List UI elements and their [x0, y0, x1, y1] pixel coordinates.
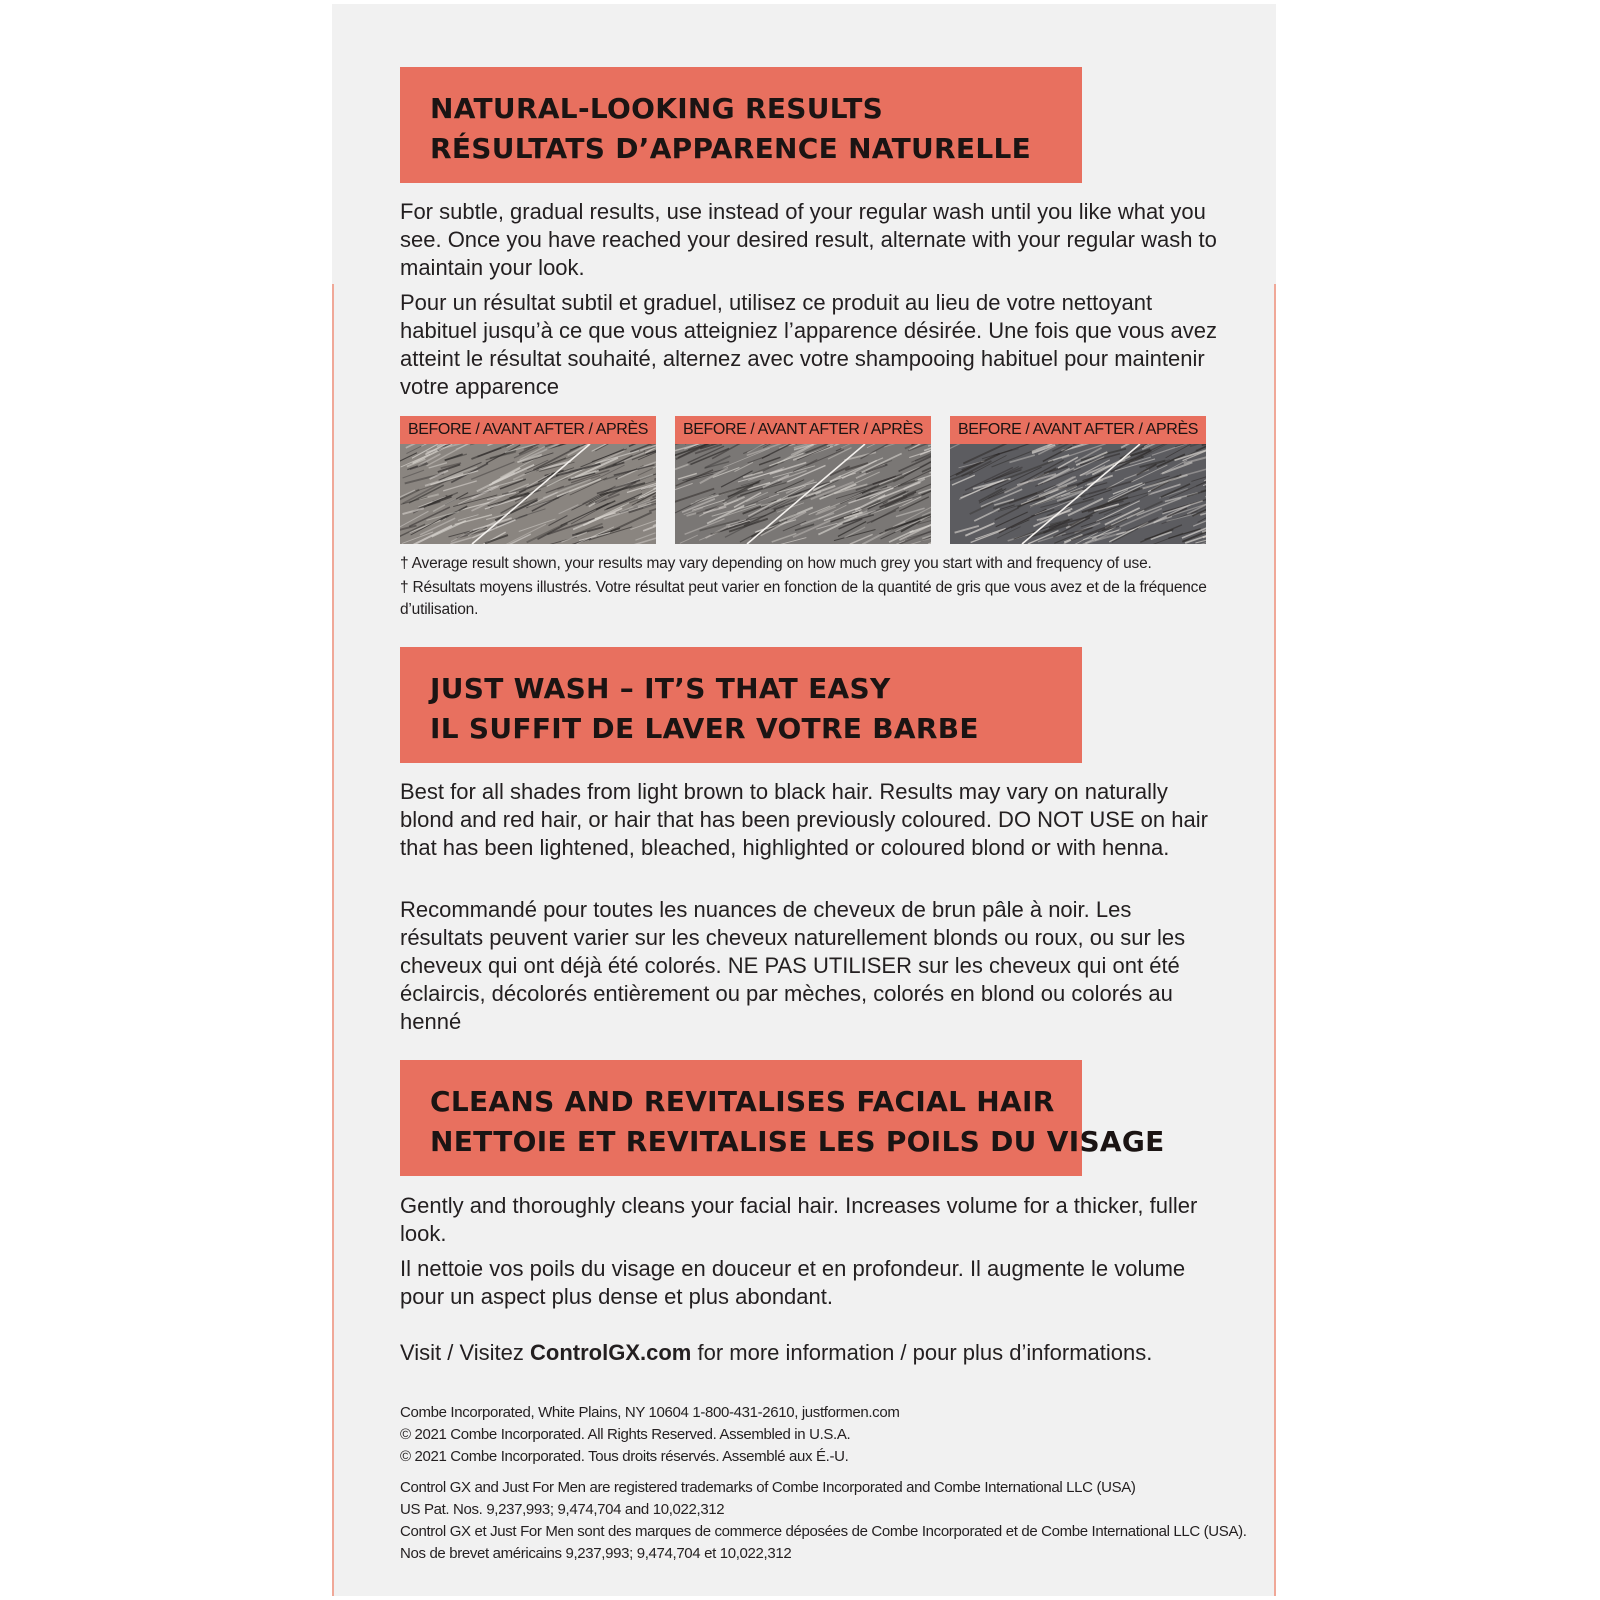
- disclaimer-fr: † Résultats moyens illustrés. Votre résultat peut varier en fonction de la quantité de gris que vous avez et de la fréquence d’utilisation.: [400, 579, 1207, 618]
- paragraph-shades-en: Best for all shades from light brown to black hair. Results may vary on naturally blond and red hair, or hair that has been previously coloured. DO NOT USE on hair that has been lightened, bleached, highlighted or coloured blond or with henna.: [400, 779, 1208, 860]
- banner-title-fr: IL SUFFIT DE LAVER VOTRE BARBE: [430, 712, 979, 745]
- legal-address: Combe Incorporated, White Plains, NY 10604 1-800-431-2610, justformen.com: [400, 1404, 900, 1421]
- after-label: AFTER / APRÈS: [534, 421, 648, 438]
- panel-right-edge: [1274, 284, 1276, 1596]
- before-label: BEFORE / AVANT: [683, 421, 807, 438]
- banner-title-en: CLEANS AND REVITALISES FACIAL HAIR: [430, 1085, 1055, 1118]
- after-label: AFTER / APRÈS: [809, 421, 923, 438]
- website-link[interactable]: ControlGX.com: [530, 1340, 692, 1365]
- before-after-photo-3: [950, 416, 1206, 544]
- banner-natural-results: [400, 67, 1082, 183]
- legal-patents-fr: Nos de brevet américains 9,237,993; 9,474,704 et 10,022,312: [400, 1545, 792, 1562]
- paragraph-shades-fr: Recommandé pour toutes les nuances de cheveux de brun pâle à noir. Les résultats peuvent varier sur les cheveux naturellement blonds ou roux, ou sur les cheveux qui ont déjà été colorés. NE PAS UTILISER sur les cheveux qui ont été éclaircis, décolorés entièrement ou par mèches, colorés en blond ou colorés au henné: [400, 897, 1186, 1034]
- paragraph-cleans-fr: Il nettoie vos poils du visage en douceur et en profondeur. Il augmente le volume pour un aspect plus dense et plus abondant.: [400, 1256, 1186, 1309]
- banner-title-en: JUST WASH – IT’S THAT EASY: [430, 672, 891, 705]
- legal-copyright-en: © 2021 Combe Incorporated. All Rights Reserved. Assembled in U.S.A.: [400, 1426, 851, 1443]
- hair-photo-3: [950, 444, 1206, 544]
- visit-suffix: for more information / pour plus d’informations.: [691, 1340, 1153, 1365]
- before-after-photo-2: [675, 416, 931, 544]
- paragraph-results-fr: Pour un résultat subtil et graduel, utilisez ce produit au lieu de votre nettoyant habituel jusqu’à ce que vous atteigniez l’apparence désirée. Une fois que vous avez atteint le résultat souhaité, alternez avec votre shampooing habituel pour maintenir votre apparence: [400, 290, 1217, 399]
- banner-title-fr: NETTOIE ET REVITALISE LES POILS DU VISAGE: [430, 1125, 1165, 1158]
- panel-left-edge: [332, 284, 334, 1596]
- paragraph-results-en: For subtle, gradual results, use instead of your regular wash until you like what you see. Once you have reached your desired result, alternate with your regular wash to maintain your look.: [400, 199, 1217, 280]
- hair-photo-1: [400, 444, 656, 544]
- visit-line: [400, 1340, 1152, 1366]
- disclaimer-en: † Average result shown, your results may vary depending on how much grey you start with and frequency of use.: [400, 555, 1152, 572]
- before-label: BEFORE / AVANT: [408, 421, 532, 438]
- banner-title-en: NATURAL-LOOKING RESULTS: [430, 92, 884, 125]
- visit-prefix: Visit / Visitez: [400, 1340, 531, 1365]
- legal-patents-en: US Pat. Nos. 9,237,993; 9,474,704 and 10,022,312: [400, 1501, 725, 1518]
- legal-copyright-fr: © 2021 Combe Incorporated. Tous droits réservés. Assemblé aux É.-U.: [400, 1448, 849, 1465]
- legal-trademark-fr: Control GX et Just For Men sont des marques de commerce déposées de Combe Incorporated et de Combe International LLC (USA).: [400, 1523, 1247, 1540]
- legal-trademark-en: Control GX and Just For Men are registered trademarks of Combe Incorporated and Combe International LLC (USA): [400, 1479, 1136, 1496]
- banner-just-wash: [400, 647, 1082, 763]
- hair-photo-2: [675, 444, 931, 544]
- before-label: BEFORE / AVANT: [958, 421, 1082, 438]
- banner-title-fr: RÉSULTATS D’APPARENCE NATURELLE: [430, 132, 1032, 165]
- banner-cleans-revitalises: [400, 1060, 1165, 1176]
- paragraph-cleans-en: Gently and thoroughly cleans your facial hair. Increases volume for a thicker, fuller look.: [400, 1193, 1198, 1246]
- before-after-photo-1: [400, 416, 656, 544]
- after-label: AFTER / APRÈS: [1084, 421, 1198, 438]
